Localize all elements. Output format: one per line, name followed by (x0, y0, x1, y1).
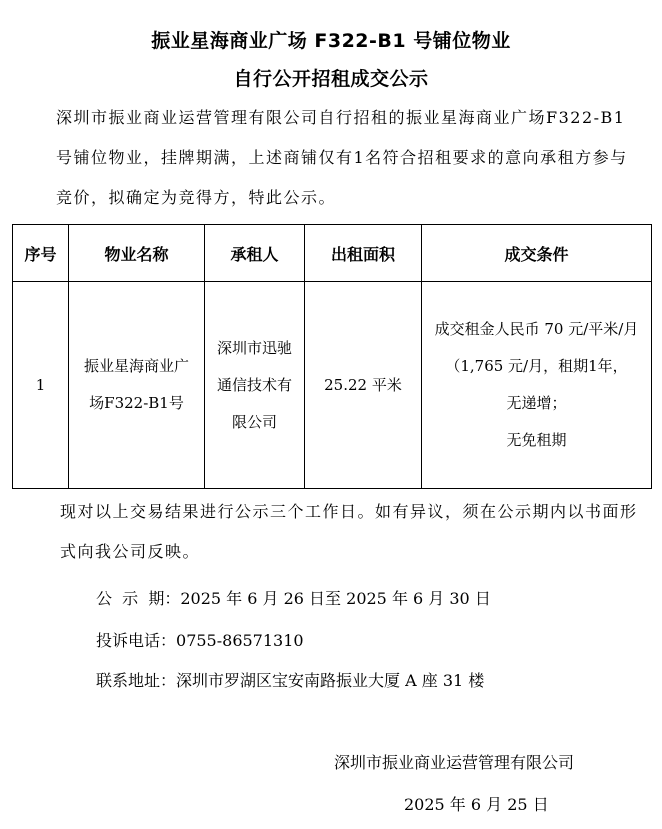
complaint-phone-line (96, 628, 304, 651)
table-row (13, 282, 652, 489)
contact-address-label: 联系地址： (96, 671, 177, 690)
cell-property (69, 282, 205, 489)
header-index: 序号 (13, 225, 69, 282)
cell-tenant (205, 282, 305, 489)
terms-line-3: 无免租期 (506, 431, 567, 449)
intro-text: 深圳市振业商业运营管理有限公司自行招租的振业星海商业广场F322-B1号铺位物业，挂牌期满，上述商铺仅有1名符合招租要求的意向承租方参与竞价，拟确定为竞得方，特此公示。 (56, 108, 628, 207)
cell-area: 25.22 平米 (305, 282, 422, 489)
notice-period-value: 2025 年 6 月 26 日至 2025 年 6 月 30 日 (180, 589, 491, 608)
header-property: 物业名称 (69, 225, 205, 282)
objection-paragraph (60, 492, 640, 572)
signature-date: 2025 年 6 月 25 日 (404, 795, 549, 814)
notice-period-line (96, 586, 491, 609)
signature-company: 深圳市振业商业运营管理有限公司 (334, 753, 575, 772)
objection-text: 现对以上交易结果进行公示三个工作日。如有异议，须在公示期内以书面形式向我公司反映。 (60, 502, 638, 561)
intro-paragraph (56, 98, 636, 218)
document-title-line-1: 振业星海商业广场 F322-B1 号铺位物业 (151, 30, 511, 52)
cell-index: 1 (13, 282, 69, 489)
property-text: 振业星海商业广场F322-B1号 (83, 357, 189, 412)
header-terms: 成交条件 (422, 225, 652, 282)
table-header-row (13, 225, 652, 282)
tenant-text: 深圳市迅驰通信技术有限公司 (217, 338, 293, 431)
terms-line-2: 无递增； (506, 394, 567, 412)
header-tenant: 承租人 (205, 225, 305, 282)
contact-address-line (96, 668, 484, 691)
notice-period-label: 公 示 期： (96, 589, 181, 608)
document-title-line-2: 自行公开招租成交公示 (233, 68, 429, 90)
cell-terms (422, 282, 652, 489)
terms-line-1: 成交租金人民币 70 元/平米/月（1,765 元/月，租期1年， (434, 320, 639, 375)
complaint-phone-label: 投诉电话： (96, 631, 177, 650)
header-area: 出租面积 (305, 225, 422, 282)
complaint-phone-value: 0755-86571310 (176, 631, 304, 650)
transaction-table (12, 224, 652, 489)
contact-address-value: 深圳市罗湖区宝安南路振业大厦 A 座 31 楼 (176, 671, 485, 690)
